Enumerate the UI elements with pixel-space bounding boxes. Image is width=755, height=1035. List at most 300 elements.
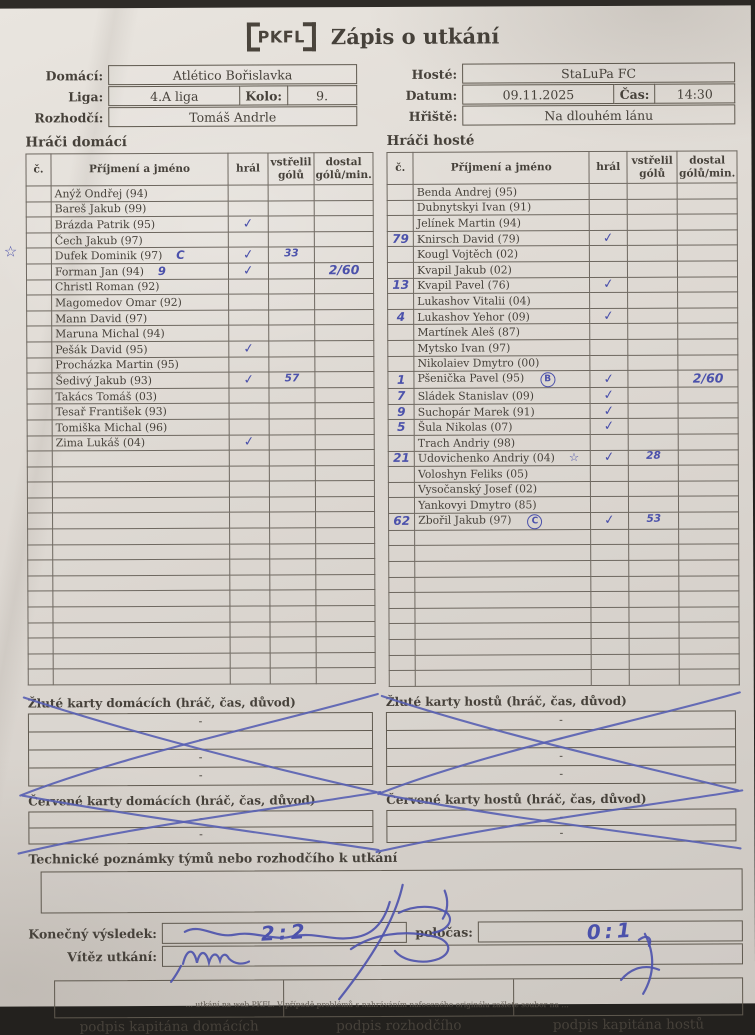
empty-cell xyxy=(679,529,739,545)
yellow-cards-away-section xyxy=(386,690,736,785)
empty-cell xyxy=(270,512,316,528)
roster-empty-row xyxy=(28,574,375,591)
player-number-cell xyxy=(27,326,52,342)
venue-row xyxy=(383,104,735,126)
goals-cell xyxy=(628,292,678,308)
goals-cell xyxy=(629,496,679,512)
player-row xyxy=(388,261,738,278)
home-captain-signature-box xyxy=(55,980,284,1017)
empty-cell xyxy=(415,561,591,577)
empty-cell xyxy=(315,481,374,497)
empty-cell xyxy=(53,513,230,529)
player-name-cell xyxy=(414,355,590,371)
empty-cell xyxy=(53,559,230,575)
player-name-cell xyxy=(415,512,591,530)
red-cards-away-heading: Červené karty hostů (hráč, čas, důvod) xyxy=(386,791,647,807)
player-row xyxy=(388,308,738,325)
player-row xyxy=(387,214,737,231)
player-row xyxy=(388,323,738,340)
conceded-cell xyxy=(678,449,738,465)
player-row xyxy=(26,185,373,202)
player-number-cell xyxy=(388,388,414,404)
player-row xyxy=(387,183,737,200)
player-number-cell xyxy=(388,420,414,436)
roster-empty-row xyxy=(389,560,739,577)
empty-cell xyxy=(629,623,679,639)
empty-cell xyxy=(269,450,315,466)
roster-header-row xyxy=(26,153,373,187)
column-header: č. xyxy=(387,152,413,184)
empty-cell xyxy=(229,466,269,482)
player-name-cell xyxy=(414,246,590,262)
player-number-cell xyxy=(26,233,51,249)
player-name: Kougl Vojtěch (02) xyxy=(417,247,519,261)
goals-cell xyxy=(268,216,314,232)
handwritten-jersey-number: 5 xyxy=(397,419,406,435)
empty-cell xyxy=(629,560,679,576)
played-cell xyxy=(591,512,629,529)
empty-cell xyxy=(316,621,375,637)
column-header: č. xyxy=(26,154,51,186)
red-cards-home-box xyxy=(28,810,373,845)
player-name: Voloshyn Feliks (05) xyxy=(418,467,529,481)
roster-header-row xyxy=(387,151,737,185)
home-roster xyxy=(3,133,376,688)
card-entry-line: - xyxy=(29,713,372,732)
empty-cell xyxy=(270,575,316,591)
card-entry-line: - xyxy=(29,731,372,750)
final-score-row xyxy=(27,917,755,947)
round-value: 9. xyxy=(288,85,357,105)
player-name-cell xyxy=(413,199,589,215)
empty-cell xyxy=(316,559,375,575)
card-entry-line: - xyxy=(387,809,735,827)
empty-cell xyxy=(28,576,53,592)
card-entry-line: - xyxy=(387,729,735,749)
empty-cell xyxy=(53,528,230,544)
match-report-sheet xyxy=(0,5,755,1035)
player-number-cell xyxy=(389,466,415,482)
empty-cell xyxy=(591,670,629,686)
player-number-cell xyxy=(27,373,52,389)
played-cell xyxy=(228,216,268,232)
empty-cell xyxy=(230,590,270,606)
checkmark-icon: ✓ xyxy=(242,215,255,233)
away-team-label: Hosté: xyxy=(411,66,458,82)
empty-cell xyxy=(53,591,230,607)
player-name-cell xyxy=(413,184,589,200)
player-row xyxy=(26,247,373,264)
player-name: Knirsch David (79) xyxy=(416,231,520,246)
venue-label: Hřiště: xyxy=(408,108,458,124)
roster-empty-row xyxy=(28,668,375,685)
player-name-cell xyxy=(414,403,590,419)
column-header: Příjmení a jméno xyxy=(51,153,228,186)
played-cell xyxy=(590,246,628,262)
technical-notes-section xyxy=(0,848,755,913)
empty-cell xyxy=(316,668,375,684)
player-row xyxy=(387,199,737,216)
player-row xyxy=(27,387,374,404)
card-entry-line: - xyxy=(198,768,203,782)
player-row xyxy=(27,356,374,373)
header xyxy=(0,5,751,52)
roster-empty-row xyxy=(28,652,375,669)
empty-cell xyxy=(415,623,591,639)
yellow-cards-home-box xyxy=(28,712,373,787)
goals-cell xyxy=(269,403,315,419)
empty-cell xyxy=(28,545,53,561)
player-name-cell xyxy=(52,341,229,357)
goals-cell xyxy=(268,247,314,263)
goals-cell xyxy=(269,356,315,372)
goals-cell xyxy=(628,246,678,262)
red-cards-row xyxy=(0,788,754,844)
empty-cell xyxy=(53,669,230,685)
empty-cell xyxy=(230,637,270,653)
player-name-cell xyxy=(414,371,590,389)
player-name-cell xyxy=(52,419,229,435)
signature-strip xyxy=(54,977,743,1018)
player-row xyxy=(27,418,374,435)
empty-cell xyxy=(269,481,315,497)
column-header: Příjmení a jméno xyxy=(413,152,589,185)
empty-cell xyxy=(315,465,374,481)
empty-cell xyxy=(28,560,53,576)
player-name-cell xyxy=(52,372,229,388)
played-cell xyxy=(590,419,628,435)
empty-cell xyxy=(629,576,679,592)
yellow-cards-home-heading: Žluté karty domácích (hráč, čas, důvod) xyxy=(27,695,296,711)
goals-cell xyxy=(269,310,315,326)
conceded-cell xyxy=(314,231,373,247)
player-row xyxy=(27,325,374,342)
conceded-cell xyxy=(678,323,738,339)
conceded-cell xyxy=(315,325,374,341)
handwritten-jersey-number: 4 xyxy=(396,309,406,324)
goals-cell xyxy=(269,294,315,310)
player-row xyxy=(26,231,373,248)
home-team-label: Domácí: xyxy=(45,67,104,83)
empty-cell xyxy=(629,529,679,545)
roster-empty-row xyxy=(389,638,739,655)
result-section xyxy=(0,917,755,967)
goals-cell xyxy=(268,232,314,248)
played-cell xyxy=(591,481,629,497)
conceded-cell xyxy=(315,434,374,450)
empty-cell xyxy=(270,590,316,606)
player-row xyxy=(389,496,739,513)
empty-cell xyxy=(28,513,53,529)
player-name-cell xyxy=(414,277,590,293)
player-row xyxy=(388,292,738,309)
empty-cell xyxy=(28,669,53,685)
player-number-cell xyxy=(27,389,52,405)
goals-cell xyxy=(268,200,314,216)
player-number-cell xyxy=(389,513,415,530)
player-name-cell xyxy=(52,310,229,326)
player-number-cell xyxy=(388,262,414,278)
played-cell xyxy=(589,183,627,199)
player-name: Mann David (97) xyxy=(55,311,148,325)
player-number-cell xyxy=(388,309,414,325)
handwritten-goal-minute: 28 xyxy=(646,450,661,463)
played-cell xyxy=(590,355,628,371)
card-entry-line: - xyxy=(387,711,735,731)
home-roster-heading: Hráči domácí xyxy=(25,134,127,151)
played-cell xyxy=(590,371,628,388)
red-cards-away-section xyxy=(386,788,736,843)
card-entry-line: - xyxy=(559,825,564,840)
conceded-cell xyxy=(677,230,737,246)
conceded-cell xyxy=(677,214,737,230)
empty-cell xyxy=(28,654,53,670)
empty-cell xyxy=(53,622,230,638)
player-name: Maruna Michal (94) xyxy=(55,327,165,341)
conceded-cell xyxy=(315,372,374,388)
player-row xyxy=(388,387,738,404)
player-row xyxy=(388,245,738,262)
roster-empty-row xyxy=(389,544,739,561)
played-cell xyxy=(589,230,627,246)
played-cell xyxy=(591,497,629,513)
final-score-box xyxy=(162,919,407,947)
empty-cell xyxy=(316,606,375,622)
goals-cell xyxy=(629,481,679,497)
player-number-cell xyxy=(27,420,52,436)
away-roster-table xyxy=(387,150,740,686)
player-number-cell xyxy=(388,340,414,356)
player-number-cell xyxy=(26,186,51,202)
empty-cell xyxy=(389,639,415,655)
roster-empty-row xyxy=(28,590,375,607)
goals-cell xyxy=(628,339,678,355)
empty-cell xyxy=(591,654,629,670)
empty-cell xyxy=(230,622,270,638)
played-cell xyxy=(229,310,269,326)
player-number-cell xyxy=(388,247,414,263)
played-cell xyxy=(229,341,269,357)
empty-cell xyxy=(679,560,739,576)
player-number-cell xyxy=(388,325,414,341)
player-name: Kvapil Pavel (76) xyxy=(417,278,510,293)
player-name-cell xyxy=(51,232,228,248)
goals-cell xyxy=(628,450,678,466)
player-name: Yankovyi Dmytro (85) xyxy=(418,498,537,512)
checkmark-icon: ✓ xyxy=(602,371,616,388)
roster-empty-row xyxy=(27,450,374,467)
final-score-handwritten: 2:2 xyxy=(259,919,309,947)
player-name-cell xyxy=(52,279,229,295)
played-cell xyxy=(228,201,268,217)
empty-cell xyxy=(629,591,679,607)
halftime-score-handwritten: 0:1 xyxy=(585,917,635,945)
empty-cell xyxy=(230,559,270,575)
empty-cell xyxy=(270,668,316,684)
player-name-cell xyxy=(414,324,590,340)
column-header: vstřelil gólů xyxy=(268,153,314,185)
conceded-cell xyxy=(314,200,373,216)
played-cell xyxy=(228,247,268,263)
played-cell xyxy=(229,434,269,450)
played-cell xyxy=(229,325,269,341)
handwritten-jersey-number: 13 xyxy=(392,278,410,293)
empty-cell xyxy=(679,654,739,670)
played-cell xyxy=(590,308,628,324)
conceded-cell xyxy=(678,308,738,324)
empty-cell xyxy=(28,591,53,607)
empty-cell xyxy=(315,450,374,466)
venue-value: Na dlouhém lánu xyxy=(462,104,735,125)
empty-cell xyxy=(389,530,415,546)
empty-cell xyxy=(389,577,415,593)
empty-cell xyxy=(270,528,316,544)
roster-empty-row xyxy=(28,543,375,560)
match-info xyxy=(0,62,751,127)
player-number-cell xyxy=(388,371,414,388)
away-team-row xyxy=(383,62,735,84)
empty-cell xyxy=(28,607,53,623)
conceded-cell xyxy=(315,309,374,325)
player-number-cell xyxy=(3,242,51,264)
page-title: Zápis o utkání xyxy=(330,23,500,50)
roster-empty-row xyxy=(27,496,374,513)
player-name-cell xyxy=(414,308,590,324)
player-number-cell xyxy=(26,217,51,233)
player-row xyxy=(27,403,374,420)
player-number-cell xyxy=(387,200,413,216)
goals-cell xyxy=(269,341,315,357)
played-cell xyxy=(590,339,628,355)
goals-cell xyxy=(269,387,315,403)
played-cell xyxy=(589,199,627,215)
goals-cell xyxy=(629,512,679,529)
goals-cell xyxy=(627,214,677,230)
player-row xyxy=(27,278,374,295)
empty-cell xyxy=(415,576,591,592)
footer-fine-print: … utkání na web PKFL. V případě problémů s nahráváním nafoceného originálu zašlete soubor na … xyxy=(185,999,569,1010)
player-name: Pešák David (95) xyxy=(55,342,148,357)
player-name: Magomedov Omar (92) xyxy=(55,295,182,310)
away-roster-heading: Hráči hosté xyxy=(386,132,475,149)
empty-cell xyxy=(679,576,739,592)
away-captain-signature-box xyxy=(514,978,742,1015)
checkmark-icon: ✓ xyxy=(603,449,616,466)
empty-cell xyxy=(415,592,591,608)
empty-cell xyxy=(230,575,270,591)
empty-cell xyxy=(415,607,591,623)
match-info-away-column xyxy=(383,62,735,126)
played-cell xyxy=(590,403,628,419)
empty-cell xyxy=(415,545,591,561)
player-row xyxy=(389,512,739,531)
technical-notes-heading: Technické poznámky týmů nebo rozhodčího k utkání xyxy=(28,849,398,867)
home-team-row xyxy=(23,64,357,85)
roster-empty-row xyxy=(389,529,739,546)
player-name-cell xyxy=(415,481,591,497)
handwritten-jersey-number: 62 xyxy=(393,514,411,529)
empty-cell xyxy=(229,450,269,466)
winner-box xyxy=(162,943,743,967)
red-cards-home-heading: Červené karty domácích (hráč, čas, důvod) xyxy=(28,793,316,809)
yellow-cards-row xyxy=(0,690,754,786)
player-number-cell xyxy=(387,231,413,247)
played-cell xyxy=(590,293,628,309)
red-cards-home-section xyxy=(28,790,373,845)
player-row xyxy=(27,434,374,451)
played-cell xyxy=(589,215,627,231)
player-name: Šedivý Jakub (93) xyxy=(55,373,153,388)
checkmark-icon: ✓ xyxy=(242,340,256,357)
played-cell xyxy=(229,419,269,435)
player-name: Martínek Aleš (87) xyxy=(417,325,521,339)
player-name-cell xyxy=(414,388,590,404)
goals-cell xyxy=(627,199,677,215)
player-name-cell xyxy=(413,230,589,246)
goals-cell xyxy=(269,372,315,388)
conceded-cell xyxy=(315,387,374,403)
played-cell xyxy=(590,277,628,293)
played-cell xyxy=(229,356,269,372)
pkfl-logo xyxy=(247,22,316,51)
player-name: Trach Andriy (98) xyxy=(417,436,516,450)
empty-cell xyxy=(679,638,739,654)
goals-cell xyxy=(627,230,677,246)
empty-cell xyxy=(52,481,229,497)
empty-cell xyxy=(229,481,269,497)
player-name-cell xyxy=(51,248,228,264)
date-time-row xyxy=(383,83,735,105)
league-round-row xyxy=(23,85,357,106)
referee-label: Rozhodčí: xyxy=(34,109,104,125)
empty-cell xyxy=(27,467,52,483)
empty-cell xyxy=(629,545,679,561)
player-name: Takács Tomáš (03) xyxy=(55,389,158,403)
player-number-cell xyxy=(27,295,52,311)
player-name: Zima Lukáš (04) xyxy=(55,436,146,450)
player-name: Vysočanský Josef (02) xyxy=(418,482,538,497)
roster-empty-row xyxy=(28,621,375,638)
halftime-label: poločas: xyxy=(415,924,473,940)
roster-empty-row xyxy=(28,637,375,654)
roster-empty-row xyxy=(28,512,375,529)
conceded-cell xyxy=(315,356,374,372)
roster-empty-row xyxy=(27,481,374,498)
played-cell xyxy=(229,403,269,419)
player-name-cell xyxy=(414,293,590,309)
player-name: Brázda Patrik (95) xyxy=(54,217,156,232)
conceded-cell xyxy=(678,245,738,261)
column-header: hrál xyxy=(228,153,268,185)
player-name: Čech Jakub (97) xyxy=(54,233,143,247)
handwritten-jersey-number: 9 xyxy=(397,404,406,419)
conceded-cell xyxy=(678,418,738,434)
referee-signature-box xyxy=(284,979,513,1016)
home-captain-signature-label: podpis kapitána domácích xyxy=(79,1018,259,1035)
played-cell xyxy=(228,232,268,248)
empty-cell xyxy=(270,637,316,653)
conceded-cell xyxy=(677,183,737,199)
goals-cell xyxy=(627,183,677,199)
empty-cell xyxy=(270,606,316,622)
player-name: Benda Andrej (95) xyxy=(416,185,518,199)
empty-cell xyxy=(53,606,230,622)
empty-cell xyxy=(270,543,316,559)
empty-cell xyxy=(679,669,739,685)
red-cards-away-box xyxy=(386,808,736,843)
checkmark-icon: ✓ xyxy=(603,418,616,435)
played-cell xyxy=(590,388,628,404)
